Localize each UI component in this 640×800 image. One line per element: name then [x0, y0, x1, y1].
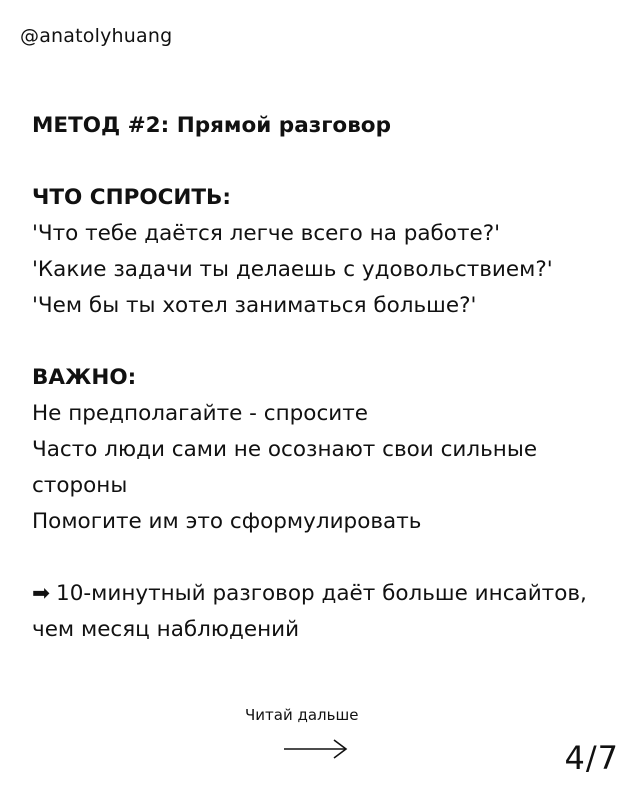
author-handle: @anatolyhuang — [20, 25, 173, 47]
spacer — [32, 144, 622, 180]
conclusion-text: 10-минутный разговор даёт больше инсайтов, чем месяц наблюдений — [32, 581, 587, 642]
slide-content — [32, 108, 622, 648]
slide-title: МЕТОД #2: Прямой разговор — [32, 113, 391, 138]
question-item: 'Чем бы ты хотел заниматься больше?' — [32, 293, 477, 318]
page-counter: 4/7 — [564, 739, 619, 777]
important-section-label: ВАЖНО: — [32, 365, 137, 390]
question-item: 'Какие задачи ты делаешь с удовольствием?' — [32, 257, 553, 282]
right-arrow-icon: ➡ — [32, 581, 51, 606]
spacer — [32, 324, 622, 360]
conclusion-text-block — [32, 576, 612, 648]
important-point: Не предполагайте - спросите — [32, 401, 369, 426]
important-point: Помогите им это сформулировать — [32, 509, 422, 534]
read-more-label: Читай дальше — [245, 706, 359, 724]
spacer — [32, 540, 622, 576]
important-point: Часто люди сами не осознают свои сильные стороны — [32, 437, 538, 498]
long-right-arrow-icon — [283, 738, 349, 760]
question-item: 'Что тебе даётся легче всего на работе?' — [32, 221, 501, 246]
ask-section-label: ЧТО СПРОСИТЬ: — [32, 185, 232, 210]
